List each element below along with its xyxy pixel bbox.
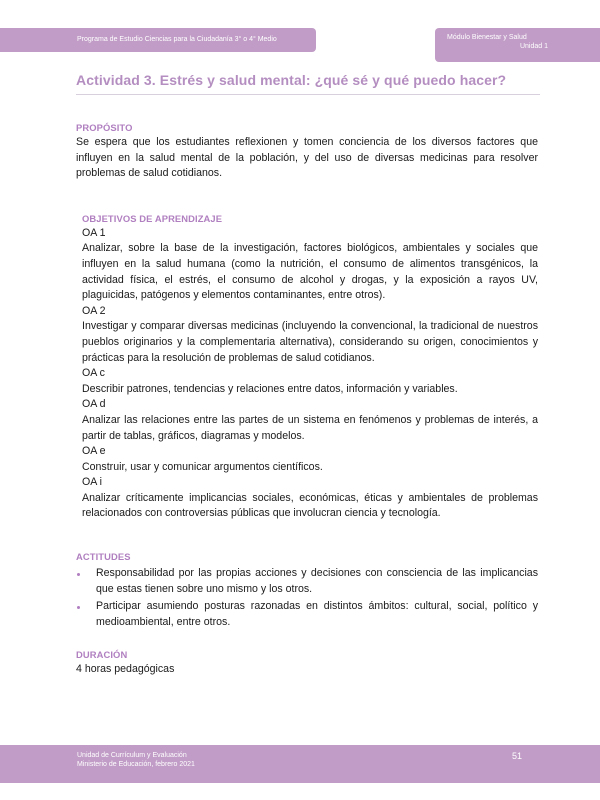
objective-label: OA d — [82, 398, 106, 411]
actitud-text: Participar asumiendo posturas razonadas en distintos ámbitos: cultural, social, político y medioambiental, entre otros. — [96, 600, 538, 628]
objective-text: Construir, usar y comunicar argumentos científicos. — [82, 460, 323, 473]
objective-item — [82, 397, 538, 444]
list-item — [76, 599, 538, 630]
list-item — [76, 566, 538, 597]
header-unit-label: Unidad 1 — [519, 43, 548, 50]
section-duracion — [76, 648, 538, 678]
objective-label: OA c — [82, 367, 105, 380]
objective-text: Analizar las relaciones entre las partes de un sistema en fenómenos y problemas de interés, a partir de tablas, gráficos, diagramas y modelos. — [82, 413, 538, 442]
page-footer — [0, 745, 600, 783]
objective-label: OA 1 — [82, 226, 106, 239]
proposito-text: Se espera que los estudiantes reflexionen y tomen conciencia de los diversos factores que influyen en la salud mental de la población, y del uso de diversas medicinas para resolver problemas de salud cotidianos. — [76, 136, 538, 180]
objective-label: OA 2 — [82, 304, 106, 317]
footer-ministry-label: Ministerio de Educación, febrero 2021 — [77, 760, 195, 768]
header-module-tab — [435, 28, 600, 62]
page-number: 51 — [512, 751, 523, 761]
bullet-icon — [77, 606, 80, 609]
objetivos-heading: OBJETIVOS DE APRENDIZAJE — [82, 212, 223, 224]
footer-credits — [77, 752, 195, 769]
section-actitudes — [76, 550, 538, 630]
objective-item — [82, 475, 538, 522]
objective-text: Analizar críticamente implicancias sociales, económicas, éticas y ambientales de problemas relacionados con controversias públicas que involucran ciencia y tecnología. — [82, 491, 538, 520]
header-program-label: Programa de Estudio Ciencias para la Ciudadanía 3° o 4° Medio — [77, 36, 277, 43]
objective-label: OA i — [82, 476, 103, 489]
objective-item — [82, 304, 538, 366]
section-objetivos — [76, 212, 538, 522]
actitudes-list — [76, 566, 538, 630]
objective-text: Investigar y comparar diversas medicinas (incluyendo la convencional, la tradicional de nuestros pueblos originarios y la complementaria alternativa), considerando su origen, conocimientos y prácticas para la resolución de problemas de salud cotidianos. — [82, 320, 538, 364]
actitud-text: Responsabilidad por las propias acciones y decisiones con consciencia de las implicancias que estas tienen sobre uno mismo y los otros. — [96, 567, 538, 595]
objective-text: Analizar, sobre la base de la investigación, factores biológicos, ambientales y sociales que influyen en la salud humana (como la nutrición, el consumo de alimentos transgénicos, la actividad física, el estrés, el consumo de alcohol y drogas, y la exposición a rayos UV, plaguicidas, patógenos y elementos contaminantes, entre otros). — [82, 242, 538, 302]
objective-item — [82, 444, 538, 475]
duracion-text: 4 horas pedagógicas — [76, 663, 175, 676]
bullet-icon — [77, 573, 80, 576]
proposito-heading: PROPÓSITO — [76, 122, 133, 133]
duracion-heading: DURACIÓN — [76, 649, 128, 661]
actitudes-heading: ACTITUDES — [76, 551, 131, 563]
objective-item — [82, 226, 538, 304]
document-body — [76, 121, 538, 678]
footer-unit-label: Unidad de Currículum y Evaluación — [77, 752, 187, 759]
objective-item — [82, 366, 538, 397]
objective-text: Describir patrones, tendencias y relaciones entre datos, información y variables. — [82, 382, 458, 395]
header-module-label: Módulo Bienestar y Salud — [447, 34, 527, 41]
header-program-tab — [0, 28, 316, 52]
section-proposito — [76, 121, 538, 182]
page-title: Actividad 3. Estrés y salud mental: ¿qué sé y qué puedo hacer? — [76, 72, 540, 95]
objective-label: OA e — [82, 445, 106, 458]
